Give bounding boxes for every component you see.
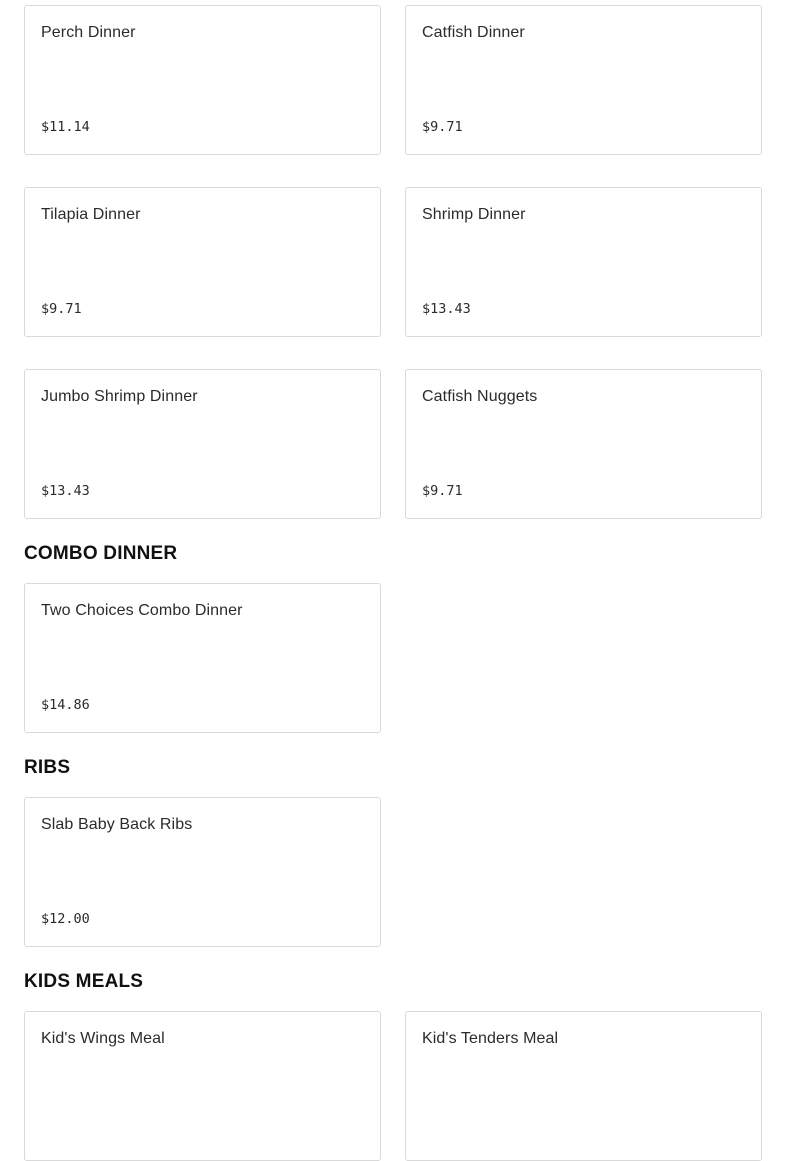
item-name: Catfish Dinner [422, 24, 525, 41]
menu-item-card-kids-wings-meal[interactable] [24, 1011, 381, 1161]
menu-item-card-tilapia-dinner[interactable] [24, 187, 381, 337]
item-price: $9.71 [422, 119, 463, 135]
item-price: $13.43 [422, 301, 471, 317]
item-price: $14.86 [41, 697, 90, 713]
menu-item-card-jumbo-shrimp-dinner[interactable] [24, 369, 381, 519]
menu-item-card-perch-dinner[interactable] [24, 5, 381, 155]
item-name: Tilapia Dinner [41, 206, 141, 223]
item-name: Slab Baby Back Ribs [41, 816, 193, 833]
section-heading-ribs: RIBS [24, 757, 71, 778]
item-price: $13.43 [41, 483, 90, 499]
menu-item-card-slab-baby-back-ribs[interactable] [24, 797, 381, 947]
menu-item-card-two-choices-combo-dinner[interactable] [24, 583, 381, 733]
item-price: $11.14 [41, 119, 90, 135]
menu-item-card-shrimp-dinner[interactable] [405, 187, 762, 337]
item-name: Kid's Tenders Meal [422, 1030, 559, 1047]
menu-item-card-catfish-nuggets[interactable] [405, 369, 762, 519]
menu-item-card-kids-tenders-meal[interactable] [405, 1011, 762, 1161]
item-name: Shrimp Dinner [422, 206, 526, 223]
menu-item-card-catfish-dinner[interactable] [405, 5, 762, 155]
section-heading-combo-dinner: COMBO DINNER [24, 543, 178, 564]
item-name: Kid's Wings Meal [41, 1030, 165, 1047]
item-name: Catfish Nuggets [422, 388, 538, 405]
item-price: $12.00 [41, 911, 90, 927]
section-heading-kids-meals: KIDS MEALS [24, 971, 144, 992]
item-name: Two Choices Combo Dinner [41, 602, 243, 619]
item-name: Perch Dinner [41, 24, 136, 41]
item-price: $9.71 [41, 301, 82, 317]
item-price: $9.71 [422, 483, 463, 499]
item-name: Jumbo Shrimp Dinner [41, 388, 198, 405]
